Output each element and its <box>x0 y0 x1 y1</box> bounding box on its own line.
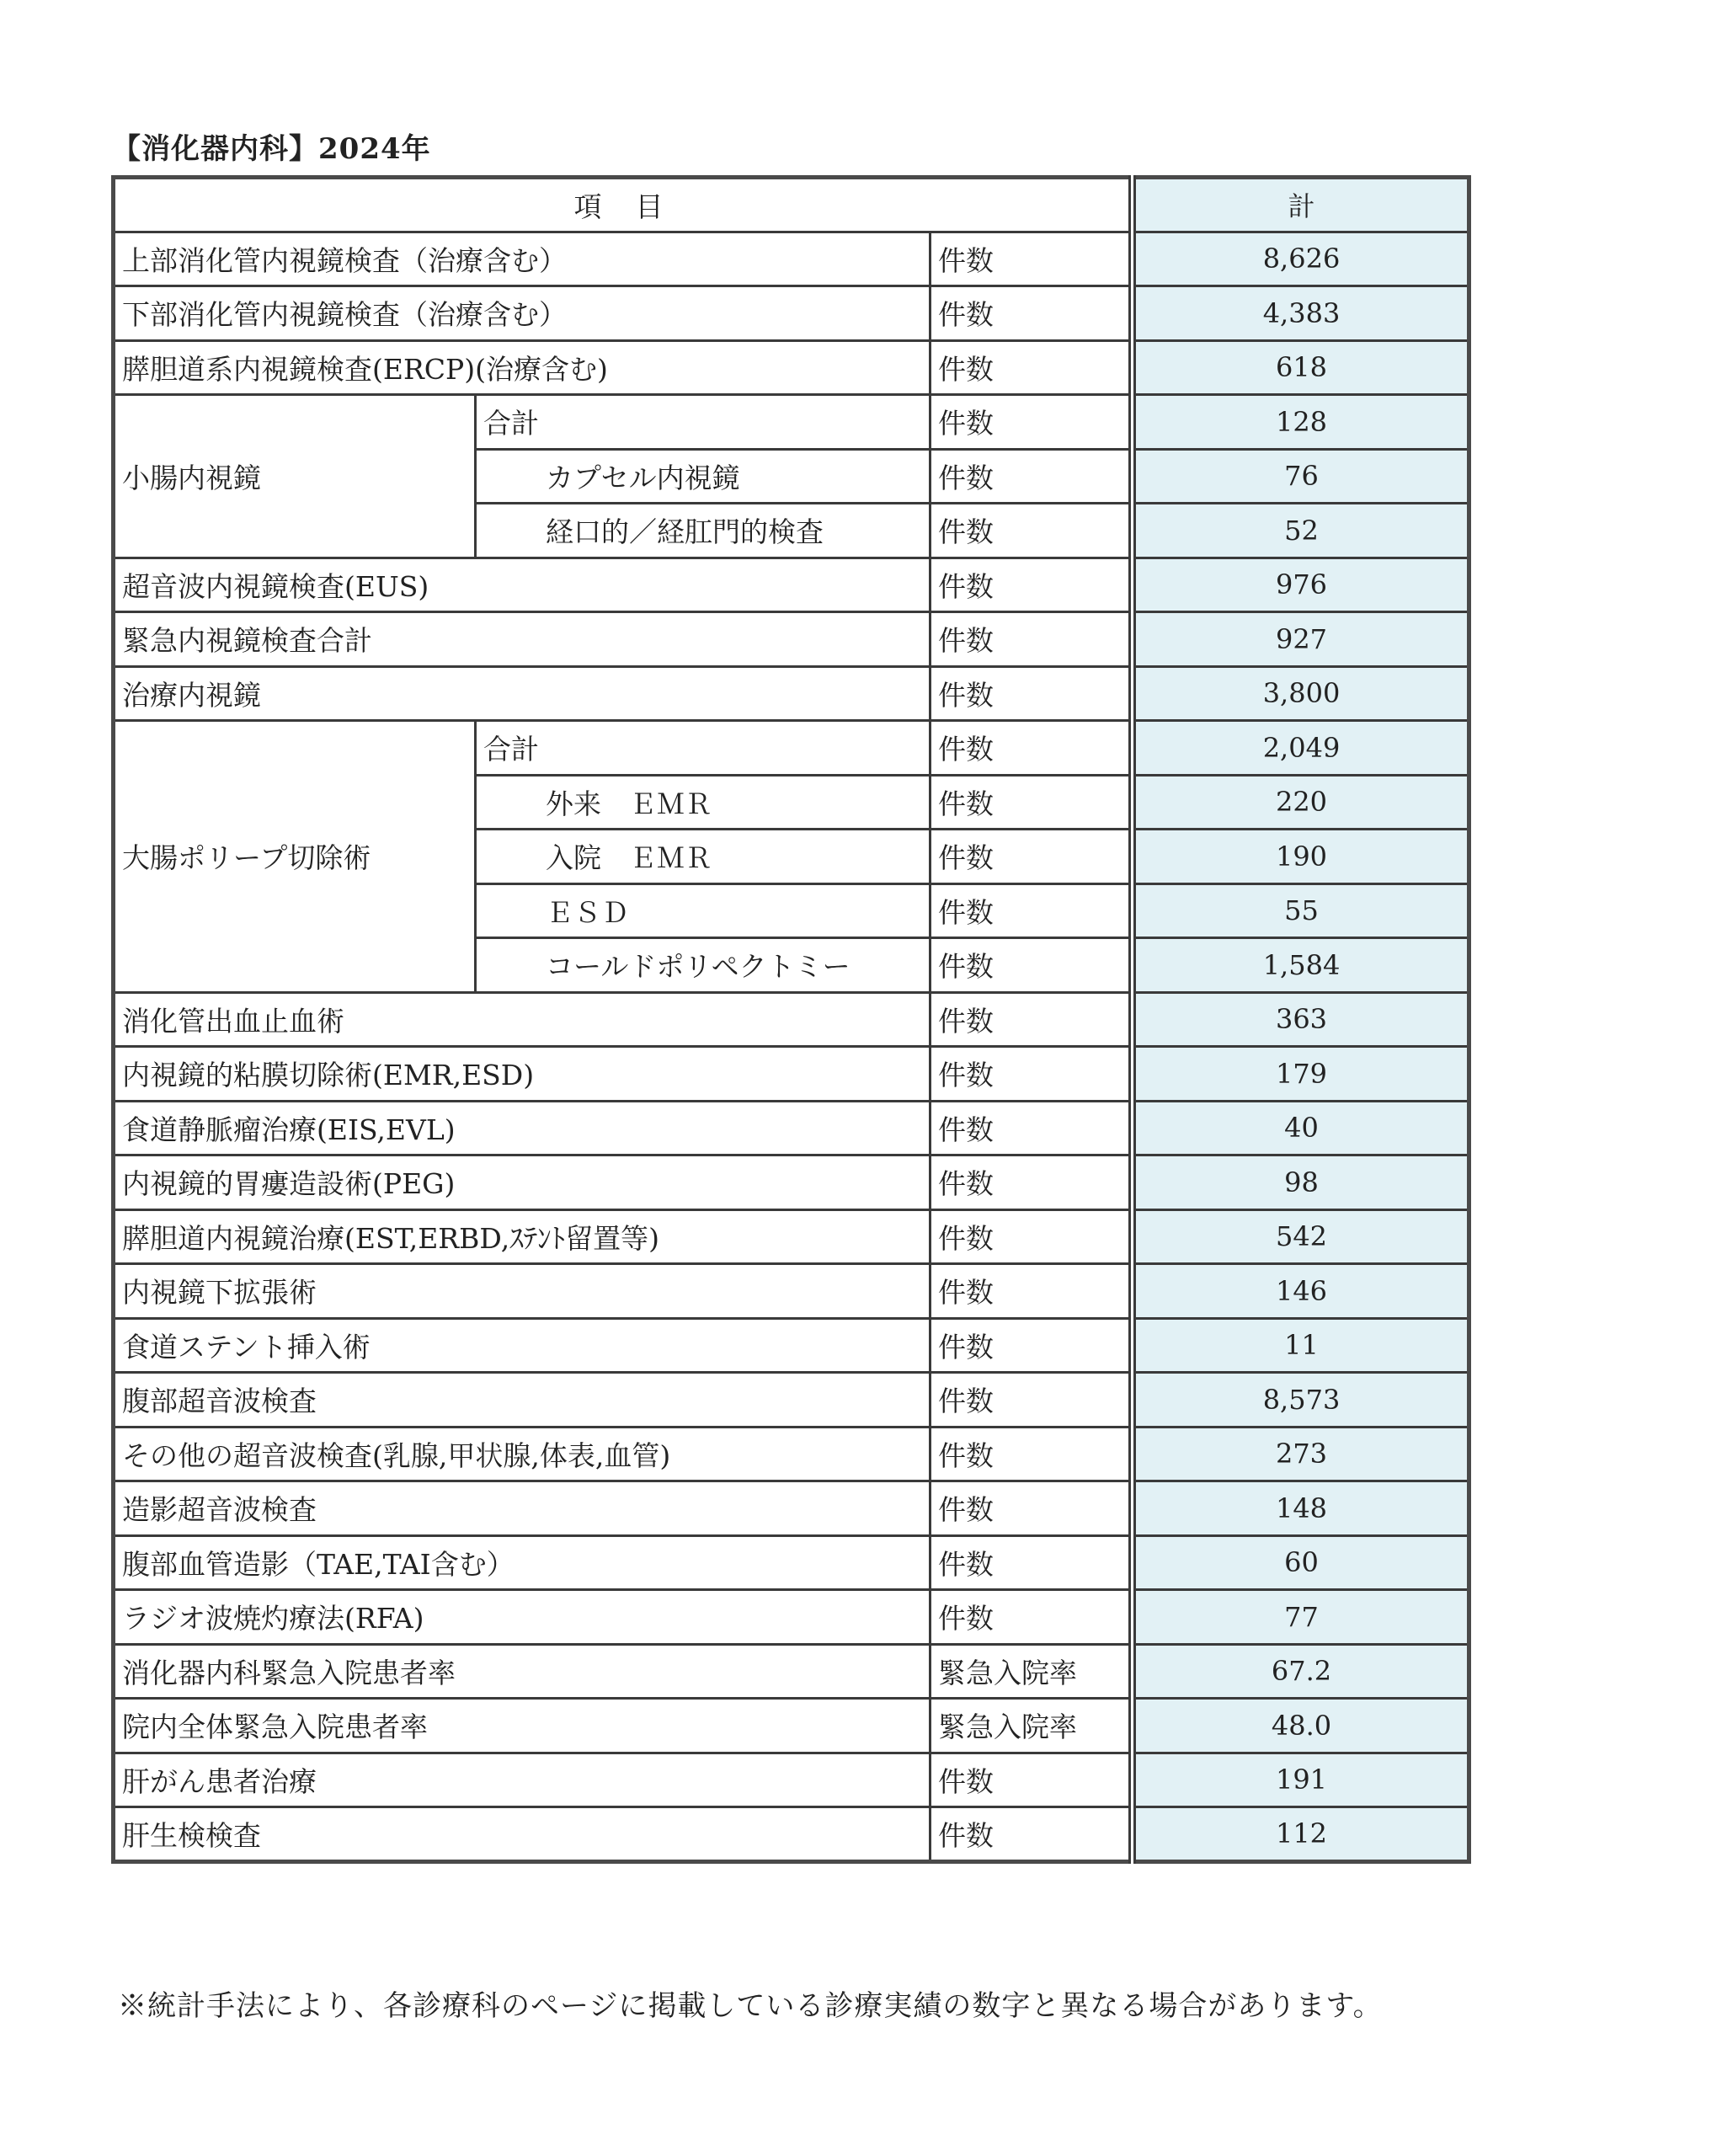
row-unit: 件数 <box>930 340 1133 395</box>
row-value: 52 <box>1133 504 1469 558</box>
row-label: 内視鏡下拡張術 <box>114 1264 930 1319</box>
header-total: 計 <box>1133 178 1469 232</box>
row-label: 内視鏡的胃瘻造設術(PEG) <box>114 1155 930 1210</box>
row-unit: 件数 <box>930 612 1133 667</box>
row-unit: 件数 <box>930 1753 1133 1807</box>
row-unit: 件数 <box>930 558 1133 612</box>
table-row <box>114 1535 1469 1590</box>
row-unit: 件数 <box>930 883 1133 938</box>
row-label: 腹部血管造影（TAE,TAI含む） <box>114 1535 930 1590</box>
row-unit: 件数 <box>930 1101 1133 1155</box>
table-row <box>114 721 1469 776</box>
row-label: カプセル内視鏡 <box>476 449 930 504</box>
row-value: 927 <box>1133 612 1469 667</box>
row-value: 112 <box>1133 1807 1469 1862</box>
table-row <box>114 1590 1469 1645</box>
document-title: 【消化器内科】2024年 <box>112 132 431 166</box>
row-unit: 件数 <box>930 775 1133 830</box>
row-unit: 件数 <box>930 1590 1133 1645</box>
table-row <box>114 1427 1469 1481</box>
row-unit: 件数 <box>930 666 1133 721</box>
table-row <box>114 340 1469 395</box>
row-value: 190 <box>1133 830 1469 884</box>
row-label: 外来 ＥＭＲ <box>476 775 930 830</box>
row-value: 48.0 <box>1133 1699 1469 1753</box>
row-unit: 件数 <box>930 449 1133 504</box>
table-header-row <box>114 178 1469 232</box>
row-label: 超音波内視鏡検査(EUS) <box>114 558 930 612</box>
row-label: 合計 <box>476 721 930 776</box>
row-label: 治療内視鏡 <box>114 666 930 721</box>
row-value: 128 <box>1133 395 1469 450</box>
row-label: 消化管出血止血術 <box>114 992 930 1047</box>
row-value: 179 <box>1133 1047 1469 1102</box>
row-label: 下部消化管内視鏡検査（治療含む） <box>114 286 930 341</box>
row-value: 220 <box>1133 775 1469 830</box>
row-unit: 件数 <box>930 1318 1133 1373</box>
statistics-table <box>111 175 1471 1864</box>
row-value: 67.2 <box>1133 1644 1469 1699</box>
row-value: 77 <box>1133 1590 1469 1645</box>
row-unit: 件数 <box>930 1373 1133 1428</box>
row-value: 191 <box>1133 1753 1469 1807</box>
table-row <box>114 1699 1469 1753</box>
row-value: 8,573 <box>1133 1373 1469 1428</box>
row-unit: 件数 <box>930 395 1133 450</box>
row-unit: 件数 <box>930 1047 1133 1102</box>
row-unit: 件数 <box>930 1535 1133 1590</box>
row-value: 542 <box>1133 1209 1469 1264</box>
row-unit: 件数 <box>930 1481 1133 1536</box>
row-value: 273 <box>1133 1427 1469 1481</box>
row-label: 造影超音波検査 <box>114 1481 930 1536</box>
table-row <box>114 992 1469 1047</box>
row-label: 膵胆道内視鏡治療(EST,ERBD,ｽﾃﾝﾄ留置等) <box>114 1209 930 1264</box>
group-label-polyp: 大腸ポリープ切除術 <box>114 721 476 993</box>
row-value: 55 <box>1133 883 1469 938</box>
table-row <box>114 1155 1469 1210</box>
row-unit: 件数 <box>930 1209 1133 1264</box>
row-value: 146 <box>1133 1264 1469 1319</box>
row-label: ＥＳＤ <box>476 883 930 938</box>
row-unit: 件数 <box>930 1155 1133 1210</box>
header-item: 項目 <box>114 178 1133 232</box>
row-label: 緊急内視鏡検査合計 <box>114 612 930 667</box>
table-row <box>114 286 1469 341</box>
table-row <box>114 1101 1469 1155</box>
row-label: 肝生検検査 <box>114 1807 930 1862</box>
table-row <box>114 1209 1469 1264</box>
row-value: 4,383 <box>1133 286 1469 341</box>
row-label: 食道ステント挿入術 <box>114 1318 930 1373</box>
row-label: 肝がん患者治療 <box>114 1753 930 1807</box>
row-label: 上部消化管内視鏡検査（治療含む） <box>114 232 930 286</box>
table-row <box>114 1264 1469 1319</box>
row-label: 食道静脈瘤治療(EIS,EVL) <box>114 1101 930 1155</box>
row-label: 腹部超音波検査 <box>114 1373 930 1428</box>
row-value: 3,800 <box>1133 666 1469 721</box>
group-label-small-intestine: 小腸内視鏡 <box>114 395 476 558</box>
row-label: ラジオ波焼灼療法(RFA) <box>114 1590 930 1645</box>
row-value: 976 <box>1133 558 1469 612</box>
table-row <box>114 1373 1469 1428</box>
table-row <box>114 1481 1469 1536</box>
row-label: 合計 <box>476 395 930 450</box>
footnote: ※統計手法により、各診療科のページに掲載している診療実績の数字と異なる場合があります。 <box>118 1989 1383 2023</box>
row-unit: 緊急入院率 <box>930 1699 1133 1753</box>
table-row <box>114 666 1469 721</box>
row-value: 2,049 <box>1133 721 1469 776</box>
table-row <box>114 1807 1469 1862</box>
row-unit: 件数 <box>930 938 1133 993</box>
table-row <box>114 232 1469 286</box>
table-row <box>114 1318 1469 1373</box>
row-value: 8,626 <box>1133 232 1469 286</box>
table-row <box>114 1047 1469 1102</box>
row-value: 148 <box>1133 1481 1469 1536</box>
row-label: 経口的／経肛門的検査 <box>476 504 930 558</box>
row-unit: 緊急入院率 <box>930 1644 1133 1699</box>
row-unit: 件数 <box>930 1427 1133 1481</box>
table-row <box>114 1753 1469 1807</box>
row-unit: 件数 <box>930 1807 1133 1862</box>
row-unit: 件数 <box>930 504 1133 558</box>
row-unit: 件数 <box>930 830 1133 884</box>
row-label: 膵胆道系内視鏡検査(ERCP)(治療含む) <box>114 340 930 395</box>
row-label: 院内全体緊急入院患者率 <box>114 1699 930 1753</box>
row-value: 60 <box>1133 1535 1469 1590</box>
row-label: 内視鏡的粘膜切除術(EMR,ESD) <box>114 1047 930 1102</box>
row-unit: 件数 <box>930 286 1133 341</box>
row-label: 消化器内科緊急入院患者率 <box>114 1644 930 1699</box>
table-row <box>114 558 1469 612</box>
row-unit: 件数 <box>930 1264 1133 1319</box>
row-value: 98 <box>1133 1155 1469 1210</box>
row-unit: 件数 <box>930 992 1133 1047</box>
row-value: 11 <box>1133 1318 1469 1373</box>
row-label: その他の超音波検査(乳腺,甲状腺,体表,血管) <box>114 1427 930 1481</box>
row-value: 618 <box>1133 340 1469 395</box>
row-unit: 件数 <box>930 721 1133 776</box>
row-value: 363 <box>1133 992 1469 1047</box>
table-row <box>114 395 1469 450</box>
row-label: 入院 ＥＭＲ <box>476 830 930 884</box>
table-row <box>114 1644 1469 1699</box>
table-row <box>114 612 1469 667</box>
row-value: 1,584 <box>1133 938 1469 993</box>
row-value: 76 <box>1133 449 1469 504</box>
row-value: 40 <box>1133 1101 1469 1155</box>
row-unit: 件数 <box>930 232 1133 286</box>
row-label: コールドポリペクトミー <box>476 938 930 993</box>
